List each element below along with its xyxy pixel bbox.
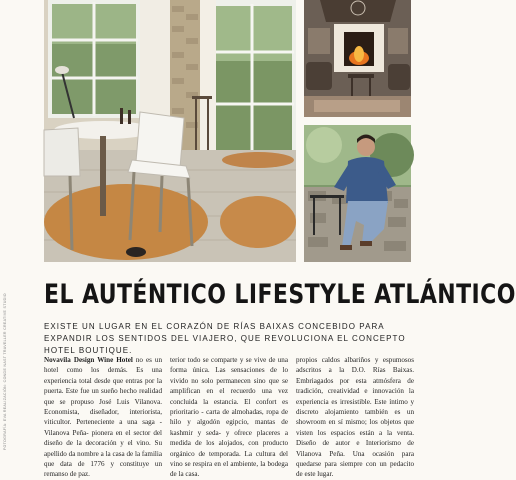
article-column-1 [44,355,163,479]
article-text-3: propios caldos albariños y espumosos adscritos a la D.O. Rías Baixas. Embriagados por esta atmósfera de tradición, creatividad e innovación la experiencia es irresistible. Este íntimo y discreto alojamiento también es un showroom en sí mismo; los objetos que visten los espacios están a la venta. Diseño de autor e Interiorismo de Vilanova Peña. Una ocasión para quedarse para siempre con un pedacito de este lugar. [296,356,414,479]
fireplace-illustration [304,0,411,117]
article-text-2: terior todo se comparte y se vive de una forma única. Las sensaciones de lo vivido no solo permanecen sino que se amplifican en el recuerdo una vez concluida la estancia. El confort es prioritario - carta de almohadas, ropa de hilo y algodón egipcio, mantas de kashmir y seda- y ofrece placeres a medida de los alojados, con producto orgánico de temporada. La cultura del vino se respira en el ambiente, la bodega de la casa. [170,356,288,479]
article-text-1: no es un hotel como los demás. Es una experiencia total desde que entras por la puerta. Este fue un sueño hecho realidad que se propuso José Luis Vilanova. Economista, diseñador, interiorista, viticultor. Perteneciente a una saga -Vilanova Peña- pionera en el sector del diseño de la decoración y el vino. Su apellido da nombre a la casa de la familia que data de 1776 y constituye un remanso de paz. [44,356,163,479]
photo-dining-room [44,0,296,262]
article-column-2 [170,355,288,479]
side-photo-credit: FOTOGRAFÍA: EVA REALIZACIÓN: CONDE NAST TRAVELLER CREATIVE STUDIO [3,293,7,450]
headline: EL AUTÉNTICO LIFESTYLE ATLÁNTICO [44,279,516,310]
photo-fireplace [304,0,411,117]
dining-room-illustration [44,0,296,262]
article-column-3 [296,355,414,479]
photo-owner-portrait [304,125,411,262]
deck-subheading: EXISTE UN LUGAR EN EL CORAZÓN DE RÍAS BAIXAS CONCEBIDO PARA EXPANDIR LOS SENTIDOS DEL VIAJERO, QUE REVOLUCIONA EL CONCEPTO HOTEL BOUTIQUE. [44,322,406,355]
owner-portrait-illustration [304,125,411,262]
article-lead: Novavila Design Wine Hotel [44,356,133,364]
